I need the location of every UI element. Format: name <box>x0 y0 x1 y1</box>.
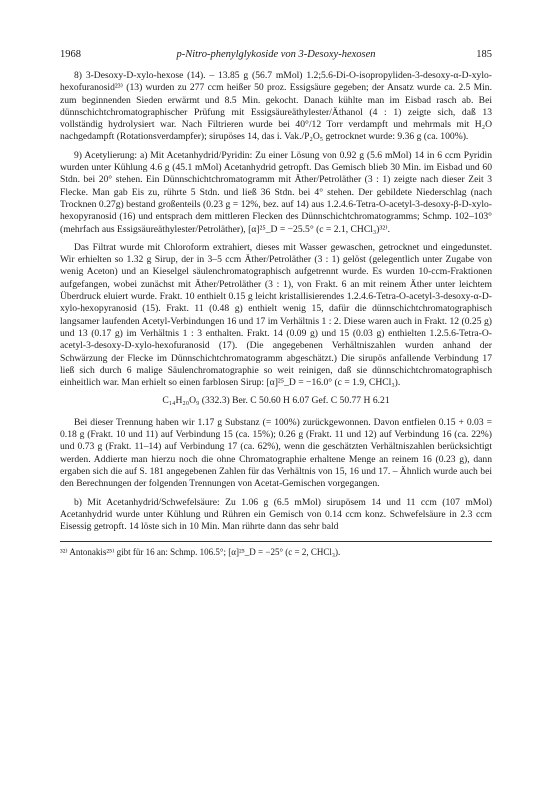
paragraph-recovery: Bei dieser Trennung haben wir 1.17 g Substanz (= 100%) zurückgewonnen. Davon entfielen 0.15 + 0.03 = 0.18 g (Frakt. 10 und 11) auf Verbindung 15 (ca. 15%); 0.26 g (Frakt. 11 und 12) auf Verbindung 16 (ca. 22%) und 0.73 g (Frakt. 11–14) auf Verbindung 17 (ca. 62%), wenn die geschätzten Verhältniszahlen berücksichtigt werden. Addierte man hierzu noch die ohne Chromatographie erhaltene Menge an reinem 16 (0.23 g), dann ergaben sich die auf S. 181 angegebenen Zahlen für das Verhältnis von 15, 16 und 17. – Ähnlich wurde auch bei den Berechnungen der folgenden Trennungen von Acetat-Gemischen vorgegangen. <box>60 416 492 490</box>
paragraph-filtrate: Das Filtrat wurde mit Chloroform extrahiert, dieses mit Wasser gewaschen, getrocknet und eingedunstet. Wir erhielten so 1.32 g Sirup, der in 3–5 ccm Äther/Petroläther (3 : 1) gelöst (gelegentlich unter Zugabe von wenig Aceton) und an Kieselgel säulenchromatographisch aufgetrennt wurde. Es wurden 10-ccm-Fraktionen aufgefangen, wobei zunächst mit Äther/Petroläther (3 : 1), von Frakt. 6 an mit reinem Äther unter leichtem Überdruck eluiert wurde. Frakt. 10 enthielt 0.15 g leicht kristallisierendes 1.2.4.6-Tetra-O-acetyl-3-desoxy-α-D-xylo-hexopyranosid (15). Frakt. 11 (0.48 g) enthielt wenig 15, dafür die dünnschichtchromatographisch langsamer laufenden Acetyl-Verbindungen 16 und 17 im Verhältnis 1 : 2. Diese waren auch in Frakt. 12 (0.25 g) und 13 (0.17 g) im Verhältnis 1 : 3 enthalten. Frakt. 14 (0.09 g) und 15 (0.03 g) enthielten 1.2.5.6-Tetra-O-acetyl-3-desoxy-D-xylo-hexofuranosid (17). (Die angegebenen Verhältniszahlen wurden anhand der Schwärzung der Flecke im Dünnschichtchromatogramm abgeschätzt.) Die sirupös anfallende Verbindung 17 ließ sich durch 6 malige Säulenchromatographie so weit reinigen, daß sie dünnschichtchromatographisch einheitlich war. Man erhielt so einen farblosen Sirup: [α]²⁵_D = −16.0° (c = 1.9, CHCl₃). <box>60 241 492 389</box>
paragraph-8: 8) 3-Desoxy-D-xylo-hexose (14). – 13.85 g (56.7 mMol) 1.2;5.6-Di-O-isopropyliden-3-desoxy-α-D-xylo-hexofuranosid²³⁾ (13) wurden zu 277 ccm heißer 50 proz. Essigsäure gegeben; der Ansatz wurde ca. 2.5 Min. zum beginnenden Sieden erwärmt und 8.5 Min. gekocht. Danach kühlte man im Eisbad rasch ab. Bei dünnschichtchromatographischer Prüfung mit Essigsäureäthylester/Äthanol (4 : 1) zeigte sich, daß 13 vollständig hydrolysiert war. Nach Filtrieren wurde bei 40°/12 Torr verdampft und mehrmals mit H₂O nachgedampft (Rotationsverdampfer); sirupöses 14, das i. Vak./P₂O₅ getrocknet wurde: 9.36 g (ca. 100%). <box>60 70 492 143</box>
year: 1968 <box>60 49 81 60</box>
running-header <box>60 49 492 63</box>
paragraph-9b: b) Mit Acetanhydrid/Schwefelsäure: Zu 1.06 g (6.5 mMol) sirupösem 14 und 11 ccm (107 mMol) Acetanhydrid wurde unter Kühlung und Rühren ein Gemisch von 0.14 ccm konz. Schwefelsäure in 2.3 ccm Eisessig getropft. 14 löste sich in 10 Min. Man rührte dann das sehr bald <box>60 496 492 533</box>
body-text <box>60 70 492 565</box>
running-title: p-Nitro-phenylglykoside von 3-Desoxy-hexosen <box>176 49 376 60</box>
footnote-divider <box>60 541 492 542</box>
elemental-analysis: C₁₄H₂₀O₉ (332.3) Ber. C 50.60 H 6.07 Gef. C 50.77 H 6.21 <box>162 395 390 407</box>
page-number: 185 <box>476 49 492 60</box>
paragraph-9a: 9) Acetylierung: a) Mit Acetanhydrid/Pyridin: Zu einer Lösung von 0.92 g (5.6 mMol) 14 in 6 ccm Pyridin wurden unter Kühlung 4.6 g (45.1 mMol) Acetanhydrid getropft. Das Gemisch blieb 30 Min. im Eisbad und 60 Stdn. bei 20° stehen. Ein Dünnschichtchromatogramm mit Äther/Petroläther (3 : 1) zeigte nach dieser Zeit 3 Flecke. Man gab Eis zu, rührte 5 Stdn. und ließ 36 Stdn. bei 4° stehen. Der gebildete Niederschlag (nach Trocknen 0.27g) bestand großenteils (0.23 g = 12%, bez. auf 14) aus 1.2.4.6-Tetra-O-acetyl-3-desoxy-β-D-xylo-hexopyranosid (16) und entsprach dem mittleren Flecken des Dünnschichtchromatogramms; Schmp. 102–103° (mehrfach aus Essigsäureäthylester/Petroläther), [α]²⁵_D = −25.5° (c = 2.1, CHCl₃)³²⁾. <box>60 149 492 235</box>
footnote-32: ³²⁾ Antonakis²⁵⁾ gibt für 16 an: Schmp. 106.5°; [α]²⁵_D = −25° (c = 2, CHCl₃). <box>60 547 341 558</box>
